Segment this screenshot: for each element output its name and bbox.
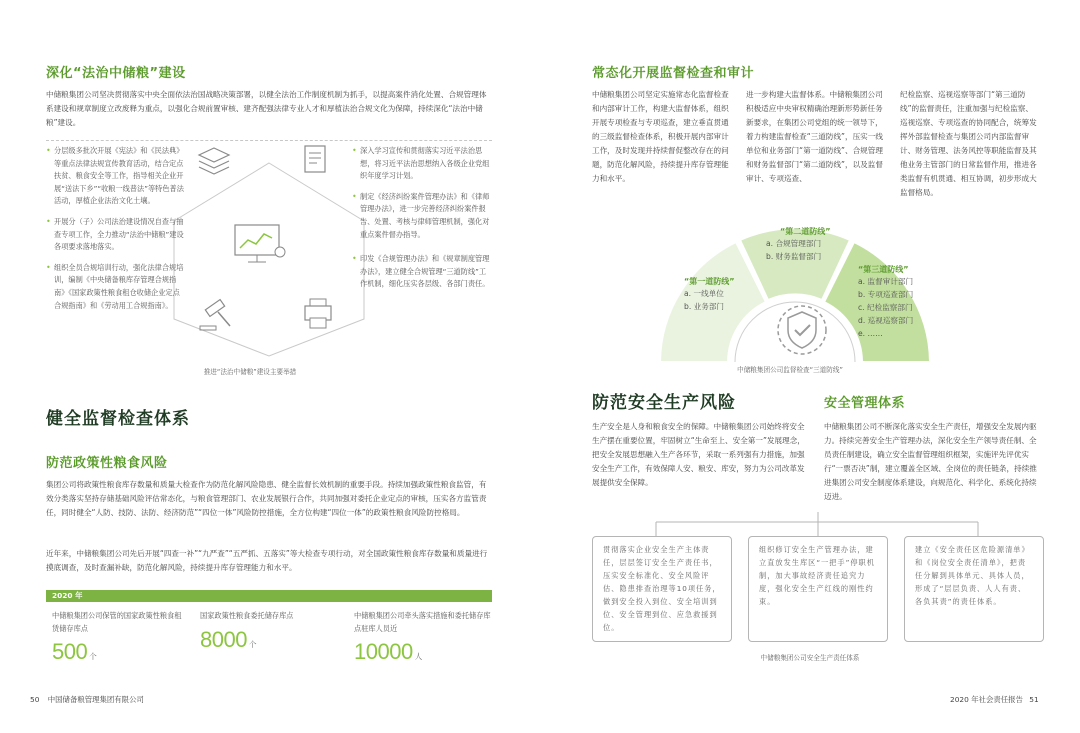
audit-col3: 纪检监察、巡视巡察等部门“第三道防线”的监督责任，注重加强与纪检监察、巡视巡察、专项巡查的协同配合，统筹发挥外部监督检查与集团公司内部监督审计、财务管理、法务风控等职能监督及其他业务主管部门的日常监督作用，推进各类监督有机贯通、相互协调，初步形成大监督格局。 [900, 90, 1037, 197]
stat-unit: 人 [414, 652, 423, 662]
stat-unit: 个 [248, 639, 257, 649]
stat-unit: 个 [89, 652, 97, 662]
rule-of-law-intro: 中储粮集团公司坚决贯彻落实中央全面依法治国战略决策部署，以健全法治工作制度机制为抓手，以提高案件消化处置、合规管理体系建设和规章制度立改废释为重点，以强化合规前置审核、建齐配强法律专业人才和厚植法治合规文化为保障，持续深化“法治中储粮”建设。 [46, 90, 487, 127]
measure-item: • 组织全员合规培训行动，强化法律合规培训，编制《中央储备粮库存管理合规指南》《国家政策性粮食租仓收储企业定点合规指南》和《劳动用工合规指南》。 [46, 262, 186, 312]
footer-left [30, 694, 144, 705]
policy-grain-para2: 近年来，中储粮集团公司先后开展“四查一补”“九严查”“五严抓、五落实”等大检查专项行动，对全国政策性粮食库存数量和质量进行摸底调查，及时查漏补缺，防范化解风险，持续提升库存管理能力和水平。 [46, 549, 488, 572]
measures-left-column [46, 145, 186, 320]
footer-company: 中国储备粮管理集团有限公司 [47, 695, 144, 704]
safety-system-para: 中储粮集团公司不断深化落实安全生产责任，增强安全发展内驱力。持续完善安全生产管理办法，深化安全生产领导责任制、全员责任制建设，确立安全监督管理组织框架，实施评先评优实行“一票否决”制，建立覆盖全区域、全岗位的责任链条，持续推进集团公司安全制度体系建设，向规范化、科学化、系统化持续迈进。 [824, 422, 1037, 501]
gavel-icon [196, 298, 236, 334]
stat-label: 中储粮集团公司保管的国家政策性粮食租赁储存库点 [52, 611, 182, 633]
third-line-item: c. 纪检监察部门 [858, 303, 913, 312]
safety-box: 建立《安全责任区危险源清单》和《岗位安全责任清单》，把责任分解到具体单元、具体人员，形成了“层层负责、人人有责、各负其责”的责任体系。 [904, 536, 1044, 642]
stat-value: 500 [52, 639, 88, 665]
third-line-title: “第三道防线” [858, 265, 909, 274]
measures-right-column [352, 145, 492, 299]
first-line-item: b. 业务部门 [684, 302, 725, 311]
second-line-item: a. 合规管理部门 [766, 239, 822, 248]
stat-item [52, 610, 182, 665]
safety-box: 贯彻落实企业安全生产主体责任，层层签订安全生产责任书，压实安全标准化、安全风险评估、隐患排查治理等10项任务，做到安全投入到位、安全培训到位、安全管理到位、应急救援到位。 [592, 536, 732, 642]
shield-check-icon [772, 300, 832, 356]
third-line-item: a. 监督审计部门 [858, 277, 914, 286]
stat-item [354, 610, 492, 665]
section-title-safety-system: 安全管理体系 [824, 396, 906, 411]
safety-box: 组织修订安全生产管理办法，建立直放发生库区“一把手”停职机制，加大事故经济责任追究力度，强化安全生产红线的刚性约束。 [748, 536, 888, 642]
chart-screen-icon [232, 222, 288, 266]
measure-item: • 分层级多批次开展《宪法》和《民法典》等重点法律法规宣传教育活动，结合定点扶贫、粮食安全等工作，指导相关企业开展“送法下乡”“收粮一线普法”等特色普法活动，厚植企业法治文化土壤。 [46, 145, 186, 208]
stat-value: 8000 [200, 626, 247, 652]
second-line-block [766, 226, 831, 263]
three-lines-caption: 中储粮集团公司监督检查“三道防线” [737, 366, 843, 374]
footer-right [950, 694, 1039, 705]
audit-col1: 中储粮集团公司坚定实施常态化监督检查和内部审计工作，构建大监督体系，组织开展专项检查与专项巡查，建立垂直贯通的三级监督检查体系，积极开展内部审计工作，及时发现并持续督促整改存在的问题，防范化解风险，持续提升库存管理能力和水平。 [592, 90, 729, 183]
stat-value: 10000 [354, 639, 413, 665]
stats-row [46, 606, 492, 664]
safety-risk-para: 生产安全是人身和粮食安全的保障。中储粮集团公司始终将安全生产摆在重要位置，牢固树立“生命至上、安全第一”发展理念，把安全发展思想融入生产各环节，采取一系列强有力措施，加强安全生产工作，有效保障人安、粮安、库安，努力为公司改革发展提供安全保障。 [592, 422, 805, 487]
safety-caption: 中储粮集团公司安全生产责任体系 [760, 654, 860, 662]
section-title-policy-grain-risk: 防范政策性粮食风险 [46, 456, 168, 471]
policy-grain-para1: 集团公司将政策性粮食库存数量和质量大检查作为防范化解风险隐患、健全监督长效机制的重要手段。持续加强政策性粮食监管，有效分类落实坚持存储基础风险评估常态化，与粮食管理部门、农业发展银行合作，共同加强对委托企业定点的审核，压实各方监管责任，同时健全“人防、技防、法防、经济防范”“四位一体”风险防控措施，全方位构建“四位一体”的政策性粮食风险防控格局。 [46, 480, 487, 517]
third-line-item: e. …… [858, 329, 883, 338]
stat-label: 国家政策性粮食委托储存库点 [200, 611, 294, 620]
stats-year-bar: 2020 年 [46, 590, 492, 602]
document-icon [298, 143, 334, 179]
section-title-audit: 常态化开展监督检查和审计 [592, 66, 755, 81]
stack-icon [196, 145, 232, 181]
section-title-supervision: 健全监督检查体系 [46, 409, 190, 429]
measure-item: • 制定《经济纠纷案件管理办法》和《律师管理办法》，进一步完善经济纠纷案件报告、处置、考核与律师管理机制，强化对重点案件督办指导。 [352, 191, 492, 241]
third-line-item: b. 专项巡查部门 [858, 290, 914, 299]
second-line-title: “第二道防线” [780, 227, 831, 236]
first-line-block [684, 276, 735, 313]
section-title-safety-risk: 防范安全生产风险 [592, 393, 736, 413]
measure-item: • 深入学习宣传和贯彻落实习近平法治思想，将习近平法治思想纳入各级企业党组织年度学习计划。 [352, 145, 492, 183]
measure-item: • 印发《合规管理办法》和《规章制度管理办法》，建立健全合规管理“三道防线”工作机制，细化压实各层级、各部门责任。 [352, 253, 492, 291]
audit-col2: 进一步构建大监督体系。中储粮集团公司积极适应中央审权精确治理新形势新任务新要求，在集团公司党组的统一领导下，着力构建监督检查“三道防线”，压实一线单位和业务部门“第一道防线”、合规管理和财务监督部门“第二道防线”，以及监督审计、专项巡查、 [746, 90, 883, 183]
stat-label: 中储粮集团公司牵头落实措施和委托储存库点驻库人员近 [354, 611, 491, 633]
section-title-rule-of-law: 深化“法治中储粮”建设 [46, 66, 186, 81]
boxes-connector [592, 512, 1044, 538]
first-line-item: a. 一线单位 [684, 289, 724, 298]
footer-report: 2020 年社会责任报告 [950, 695, 1023, 704]
first-line-title: “第一道防线” [684, 277, 735, 286]
measures-caption: 推进“法治中储粮”建设主要举措 [203, 368, 297, 376]
page-number-right: 51 [1029, 695, 1039, 704]
measure-item: • 开展分（子）公司法治建设情况自查与抽查专项工作，全力推动“法治中储粮”建设各项要求落地落实。 [46, 216, 186, 254]
printer-icon [300, 296, 336, 332]
second-line-item: b. 财务监督部门 [766, 252, 822, 261]
stat-item [200, 610, 330, 653]
third-line-block [858, 264, 913, 340]
third-line-item: d. 巡视巡察部门 [858, 316, 914, 325]
page-number-left: 50 [30, 695, 40, 704]
